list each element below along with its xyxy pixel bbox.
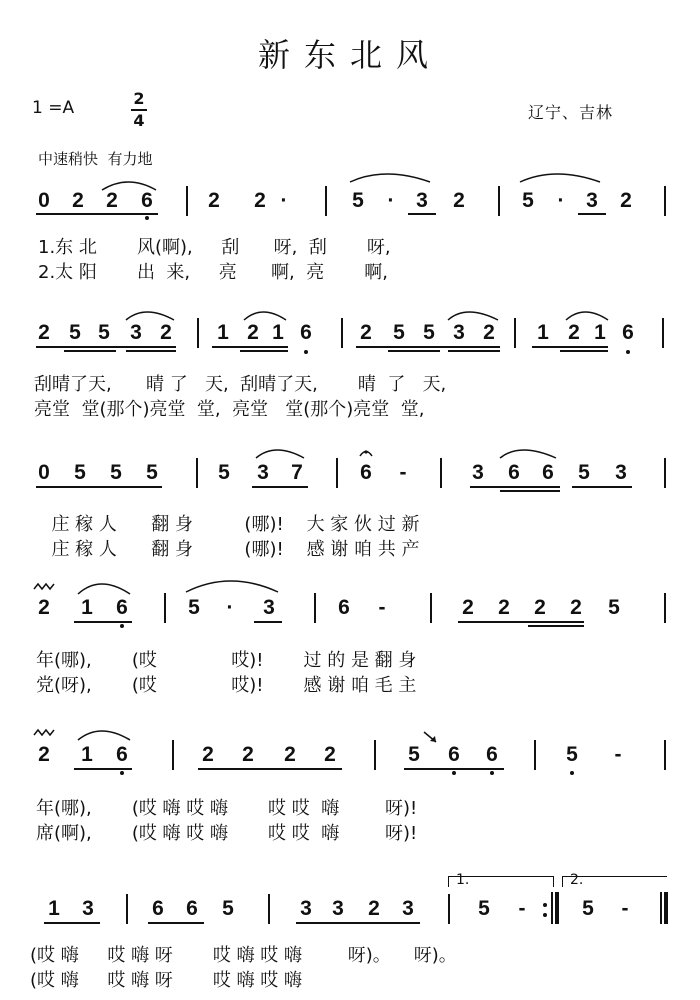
- note: 2: [620, 189, 632, 212]
- note: 5: [110, 461, 122, 484]
- note: 6: [448, 743, 460, 766]
- note: 2: [247, 321, 259, 344]
- slur: [102, 182, 156, 190]
- note: 5: [408, 743, 420, 766]
- note: 2: [368, 897, 380, 920]
- note: 0: [38, 189, 50, 212]
- note: 2: [160, 321, 172, 344]
- note: 2: [360, 321, 372, 344]
- note: 1: [81, 596, 93, 619]
- slur: [126, 312, 174, 320]
- note: 6: [152, 897, 164, 920]
- note: 6: [186, 897, 198, 920]
- note: 5: [146, 461, 158, 484]
- slur: [186, 581, 278, 592]
- slur: [256, 450, 304, 458]
- augmentation-dot: ·: [557, 189, 565, 212]
- note: 5: [608, 596, 620, 619]
- note: 2: [568, 321, 580, 344]
- note: 2: [72, 189, 84, 212]
- lyric-verse-1: 刮晴了天, 晴 了 天, 刮晴了天, 晴 了 天,: [34, 374, 447, 395]
- song-title: 新东北风: [257, 36, 442, 74]
- note: 2: [570, 596, 582, 619]
- note: 6: [486, 743, 498, 766]
- time-signature-numerator: 2: [133, 89, 145, 108]
- note: 3: [82, 897, 94, 920]
- note: 5: [423, 321, 435, 344]
- note: 3: [586, 189, 598, 212]
- note: 1: [217, 321, 229, 344]
- augmentation-dot: ·: [226, 596, 234, 619]
- lyric-verse-1: 庄 稼 人 翻 身 (哪)! 大 家 伙 过 新: [40, 514, 420, 535]
- volta-first-label: 1.: [456, 872, 470, 888]
- note: 6: [542, 461, 554, 484]
- note: 2: [453, 189, 465, 212]
- slur: [78, 731, 130, 740]
- note: 6: [116, 596, 128, 619]
- note: 5: [188, 596, 200, 619]
- note: 5: [566, 743, 578, 766]
- dash: -: [518, 897, 526, 920]
- note: 2: [208, 189, 220, 212]
- note: 3: [402, 897, 414, 920]
- slur: [566, 312, 608, 320]
- note: 3: [257, 461, 269, 484]
- note: 2: [498, 596, 510, 619]
- lyric-verse-1: 1.东 北 风(啊), 刮 呀, 刮 呀,: [38, 237, 391, 258]
- note: 2: [106, 189, 118, 212]
- note: 6: [300, 321, 312, 344]
- note: 2: [284, 743, 296, 766]
- note: 1: [81, 743, 93, 766]
- mordent-icon: [34, 730, 54, 735]
- note: 1: [48, 897, 60, 920]
- note: 5: [393, 321, 405, 344]
- lyric-verse-2: 庄 稼 人 翻 身 (哪)! 感 谢 咱 共 产: [40, 539, 420, 560]
- note: 6: [360, 461, 372, 484]
- note: 3: [416, 189, 428, 212]
- time-signature-denominator: 4: [133, 111, 145, 130]
- lyric-verse-2: 亮堂 堂(那个)亮堂 堂, 亮堂 堂(那个)亮堂 堂,: [34, 399, 425, 420]
- note: 3: [263, 596, 275, 619]
- key-signature: 1 =A: [32, 98, 75, 118]
- note: 2: [324, 743, 336, 766]
- note: 2: [254, 189, 266, 212]
- note: 2: [462, 596, 474, 619]
- note: 2: [483, 321, 495, 344]
- note: 6: [622, 321, 634, 344]
- note: 1: [537, 321, 549, 344]
- note: 3: [453, 321, 465, 344]
- lyric-verse-1: 年(哪), (哎 哎)! 过 的 是 翻 身: [36, 650, 417, 671]
- note: 1: [272, 321, 284, 344]
- note: 5: [69, 321, 81, 344]
- region-label: 辽宁、吉林: [528, 103, 614, 122]
- dash: -: [621, 897, 629, 920]
- note: 3: [615, 461, 627, 484]
- note: 6: [141, 189, 153, 212]
- augmentation-dot: ·: [387, 189, 395, 212]
- note: 5: [222, 897, 234, 920]
- dash: -: [399, 461, 407, 484]
- lyric-verse-2: 2.太 阳 出 来, 亮 啊, 亮 啊,: [38, 262, 388, 283]
- lyric-verse-2: 席(啊), (哎 嗨 哎 嗨 哎 哎 嗨 呀)!: [36, 823, 418, 844]
- slur: [78, 584, 130, 594]
- slur: [448, 312, 498, 320]
- note: 2: [242, 743, 254, 766]
- note: 5: [578, 461, 590, 484]
- note: 0: [38, 461, 50, 484]
- note: 1: [594, 321, 606, 344]
- note: 6: [116, 743, 128, 766]
- slur: [520, 174, 600, 182]
- lyric-verse-1: (哎 嗨 哎 嗨 呀 哎 嗨 哎 嗨 呀)。 呀)。: [30, 945, 457, 966]
- lyric-verse-2: (哎 嗨 哎 嗨 呀 哎 嗨 哎 嗨: [30, 970, 303, 991]
- note: 2: [38, 596, 50, 619]
- lyric-verse-1: 年(哪), (哎 嗨 哎 嗨 哎 哎 嗨 呀)!: [36, 798, 418, 819]
- note: 5: [352, 189, 364, 212]
- note: 5: [218, 461, 230, 484]
- slur: [350, 174, 430, 182]
- note: 3: [472, 461, 484, 484]
- slur: [500, 450, 556, 458]
- dash: -: [614, 743, 622, 766]
- mordent-icon: [34, 584, 54, 589]
- note: 5: [98, 321, 110, 344]
- note: 3: [332, 897, 344, 920]
- note: 7: [291, 461, 303, 484]
- note: 2: [38, 321, 50, 344]
- note: 2: [534, 596, 546, 619]
- note: 5: [582, 897, 594, 920]
- note: 3: [300, 897, 312, 920]
- volta-second-label: 2.: [570, 872, 584, 888]
- note: 2: [38, 743, 50, 766]
- slur: [244, 312, 286, 320]
- lyric-verse-2: 党(呀), (哎 哎)! 感 谢 咱 毛 主: [36, 675, 417, 696]
- note: 2: [202, 743, 214, 766]
- note: 3: [130, 321, 142, 344]
- augmentation-dot: ·: [280, 189, 288, 212]
- note: 5: [478, 897, 490, 920]
- note: 5: [74, 461, 86, 484]
- note: 6: [338, 596, 350, 619]
- note: 6: [508, 461, 520, 484]
- dash: -: [378, 596, 386, 619]
- tempo-marking: 中速稍快 有力地: [38, 150, 153, 168]
- note: 5: [522, 189, 534, 212]
